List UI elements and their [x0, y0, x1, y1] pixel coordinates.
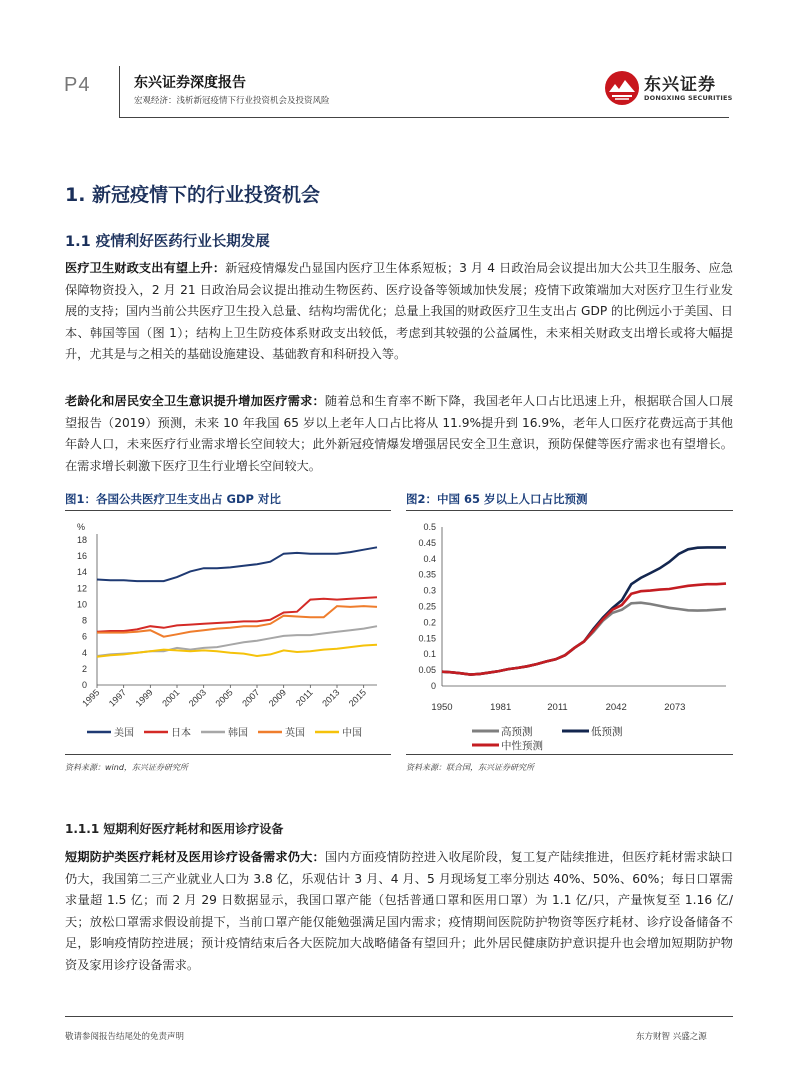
report-subtitle: 宏观经济：浅析新冠疫情下行业投资机会及投资风险: [134, 96, 330, 106]
paragraph-body: 国内方面疫情防控进入收尾阶段，复工复产陆续推进，但医疗耗材需求缺口仍大，我国第二三产业就业人口为 3.8 亿，乐观估计 3 月、4 月、5 月现场复工率分别达 40%、50%、60%；每日口罩需求量超 1.5 亿；而 2 月 29 日数据显示，我国口罩产能（包括普通口罩和医用口罩）为 1.1 亿/只，产量恢复至 1.16 亿/天；放松口罩需求假设前提下，当前口罩产能仅能勉强满足国内需求；疫情期间医院防护物资等医疗耗材、诊疗设备储备不足，影响疫情防控进展；预计疫情结束后各大医院加大战略储备有望回升；此外居民健康防护意识提升也会增加短期防护物资及家用诊疗设备需求。: [65, 850, 734, 972]
legend-label: 美国: [114, 728, 134, 739]
figure-1-chart: [65, 512, 391, 752]
figure-2-bottom-rule: [406, 754, 733, 755]
figure-1-bottom-rule: [65, 754, 391, 755]
y-tick-label: 0.25: [418, 601, 436, 612]
y-tick-label: 0: [81, 680, 87, 690]
x-tick-label: 2009: [266, 687, 289, 709]
series-line-中国: [97, 645, 377, 657]
y-tick-label: 0.2: [423, 617, 436, 628]
y-tick-label: 0: [430, 681, 436, 691]
y-tick-label: 18: [76, 535, 87, 545]
paragraph-body: 新冠疫情爆发凸显国内医疗卫生体系短板；3 月 4 日政治局会议提出加大公共卫生服务、应急保障物资投入，2 月 21 日政治局会议提出推动生物医药、医疗设备等领域加快发展；疫情下政策端加大对医疗卫生行业发展的支持；国内当前公共医疗卫生投入总量、结构均需优化；总量上我国的财政医疗卫生支出占 GDP 的比例远小于美国、日本、韩国等国（图 1）；结构上卫生防疫体系财政支出较低，考虑到其较强的公益属性，未来相关财政支出增长或将大幅提升，尤其是与之相关的基础设施建设、基础教育和科研投入等。: [65, 261, 733, 362]
y-tick-label: 14: [76, 567, 87, 578]
header-rule: [119, 117, 729, 118]
paragraph-lead: 老龄化和居民安全卫生意识提升增加医疗需求：: [65, 394, 325, 408]
y-tick-label: 6: [81, 631, 87, 642]
y-tick-label: 0.05: [418, 665, 436, 676]
y-tick-label: 4: [81, 647, 87, 658]
x-tick-label: 2013: [320, 687, 342, 709]
footer-rule: [65, 1016, 733, 1017]
x-tick-label: 2001: [160, 687, 182, 709]
figure-2-source: 资料来源：联合国，东兴证券研究所: [406, 763, 534, 772]
paragraph-fiscal-spending: [65, 258, 733, 366]
y-tick-label: 0.4: [423, 553, 436, 564]
y-tick-label: 10: [76, 599, 87, 610]
series-line-高预测: [442, 603, 726, 675]
figure-2-top-rule: [406, 510, 733, 511]
y-tick-label: 12: [76, 583, 87, 594]
y-tick-label: 0.1: [423, 649, 436, 660]
legend-label: 低预测: [591, 726, 623, 738]
figure-1-source: 资料来源：wind，东兴证券研究所: [65, 763, 188, 772]
section-heading-1-1-1: 1.1.1 短期利好医疗耗材和医用诊疗设备: [65, 822, 284, 836]
company-logo-en: DONGXING SECURITIES: [644, 94, 733, 102]
paragraph-lead: 短期防护类医疗耗材及医用诊疗设备需求仍大：: [65, 850, 325, 864]
y-tick-label: 0.3: [423, 585, 436, 596]
legend-label: 日本: [171, 728, 191, 739]
y-tick-label: 16: [76, 551, 87, 562]
legend-label: 高预测: [501, 726, 533, 738]
x-tick-label: 2007: [240, 687, 262, 709]
footer-slogan: 东方财智 兴盛之源: [636, 1032, 707, 1042]
header-divider: [119, 66, 120, 118]
y-tick-label: 8: [81, 615, 87, 626]
legend-label: 中国: [342, 728, 362, 739]
x-tick-label: 2011: [547, 702, 568, 713]
x-tick-label: 2015: [346, 687, 369, 709]
figure-2-title: 图2：中国 65 岁以上人口占比预测: [406, 492, 588, 506]
paragraph-aging-demand: [65, 391, 733, 477]
footer-disclaimer: 敬请参阅报告结尾处的免责声明: [65, 1032, 185, 1042]
y-tick-label: 0.5: [423, 522, 436, 532]
x-tick-label: 2042: [605, 702, 627, 713]
x-tick-label: 2011: [293, 687, 315, 709]
y-tick-label: 0.35: [418, 569, 436, 580]
x-tick-label: 1950: [431, 702, 453, 713]
x-tick-label: 1999: [133, 687, 155, 709]
section-heading-1: 1. 新冠疫情下的行业投资机会: [65, 184, 321, 206]
y-tick-label: 0.15: [418, 633, 436, 644]
paragraph-short-term-demand: [65, 847, 733, 977]
x-tick-label: 2073: [664, 702, 686, 713]
figure-1-top-rule: [65, 510, 391, 511]
x-tick-label: 1997: [106, 687, 129, 709]
series-line-美国: [97, 547, 377, 581]
page-number: P4: [64, 74, 91, 96]
y-axis-unit: %: [77, 522, 86, 532]
paragraph-body: 随着总和生育率不断下降，我国老年人口占比迅速上升，根据联合国人口展望报告（2019）预测，未来 10 年我国 65 岁以上老年人口占比将从 11.9%提升到 16.9%，老年人口医疗花费远高于其他年龄人口，未来医疗行业需求增长空间较大；此外新冠疫情爆发增强居民安全卫生意识，预防保健等医疗需求也有望增长。在需求增长刺激下医疗卫生行业增长空间较大。: [65, 394, 734, 473]
x-tick-label: 2005: [213, 687, 235, 709]
company-logo-name: 东兴证券: [644, 75, 716, 95]
legend-label: 中性预测: [501, 740, 543, 752]
figure-2-chart: [406, 512, 733, 752]
company-logo-icon: [603, 68, 641, 108]
legend-label: 韩国: [228, 728, 248, 739]
x-tick-label: 2003: [186, 687, 209, 709]
legend-label: 英国: [285, 728, 305, 739]
series-line-中性预测: [442, 584, 726, 675]
x-tick-label: 1981: [490, 702, 512, 713]
x-tick-label: 1995: [80, 687, 102, 709]
y-tick-label: 2: [81, 663, 87, 674]
section-heading-1-1: 1.1 疫情利好医药行业长期发展: [65, 234, 270, 250]
paragraph-lead: 医疗卫生财政支出有望上升：: [65, 261, 226, 275]
figure-1-title: 图1：各国公共医疗卫生支出占 GDP 对比: [65, 492, 281, 506]
series-line-低预测: [442, 547, 726, 674]
report-title: 东兴证券深度报告: [134, 75, 246, 91]
y-tick-label: 0.45: [418, 537, 436, 548]
